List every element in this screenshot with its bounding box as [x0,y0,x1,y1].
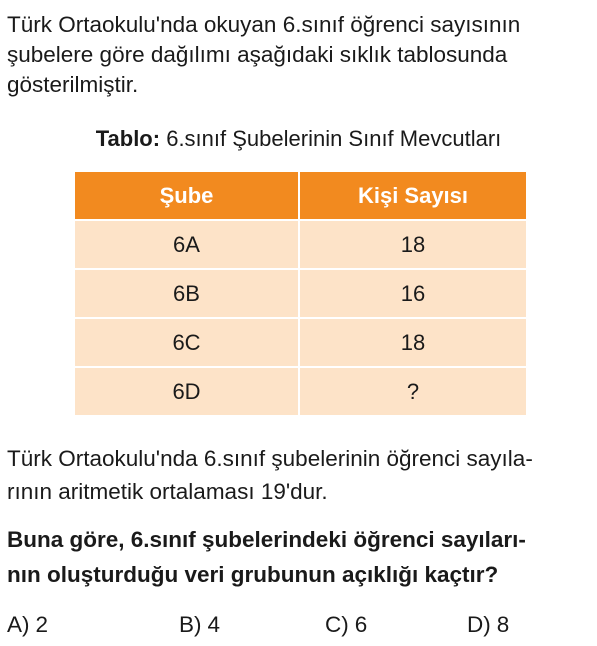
info-line-2: rının aritmetik ortalaması 19'dur. [7,479,328,504]
cell-kisi-sayisi: 18 [299,220,527,269]
info-paragraph [7,442,591,508]
cell-sube: 6B [74,269,299,318]
table-caption-text: 6.sınıf Şubelerinin Sınıf Mevcutları [166,126,502,151]
table-row [74,318,527,367]
choice-letter: C) [325,612,349,637]
table-row [74,220,527,269]
intro-line-3: gösterilmiştir. [7,72,139,97]
table-row [74,367,527,416]
cell-sube: 6D [74,367,299,416]
intro-paragraph [7,10,591,100]
choice-d[interactable] [467,608,509,642]
cell-kisi-sayisi: ? [299,367,527,416]
table-caption [0,124,597,154]
frequency-table [73,170,528,417]
table-caption-label: Tablo: [95,126,161,151]
choice-value: 2 [35,612,49,637]
table-row [74,269,527,318]
column-header-kisi-sayisi: Kişi Sayısı [299,171,527,220]
question-text [7,522,591,592]
info-line-1: Türk Ortaokulu'nda 6.sınıf şubelerinin öğrenci sayıla- [7,446,533,471]
answer-choices [0,608,597,642]
column-header-sube: Şube [74,171,299,220]
cell-sube: 6C [74,318,299,367]
cell-sube: 6A [74,220,299,269]
choice-value: 6 [354,612,368,637]
question-line-2: nın oluşturduğu veri grubunun açıklığı kaçtır? [7,562,499,587]
choice-letter: D) [467,612,491,637]
cell-kisi-sayisi: 18 [299,318,527,367]
choice-c[interactable] [325,608,367,642]
choice-a[interactable] [7,608,48,642]
cell-kisi-sayisi: 16 [299,269,527,318]
question-line-1: Buna göre, 6.sınıf şubelerindeki öğrenci sayıları- [7,527,526,552]
choice-value: 4 [207,612,221,637]
choice-value: 8 [496,612,510,637]
choice-b[interactable] [179,608,220,642]
choice-letter: B) [179,612,202,637]
table-header-row [74,171,527,220]
intro-line-2: şubelere göre dağılımı aşağıdaki sıklık tablosunda [7,42,508,67]
intro-line-1: Türk Ortaokulu'nda okuyan 6.sınıf öğrenci sayısının [7,12,521,37]
choice-letter: A) [7,612,30,637]
